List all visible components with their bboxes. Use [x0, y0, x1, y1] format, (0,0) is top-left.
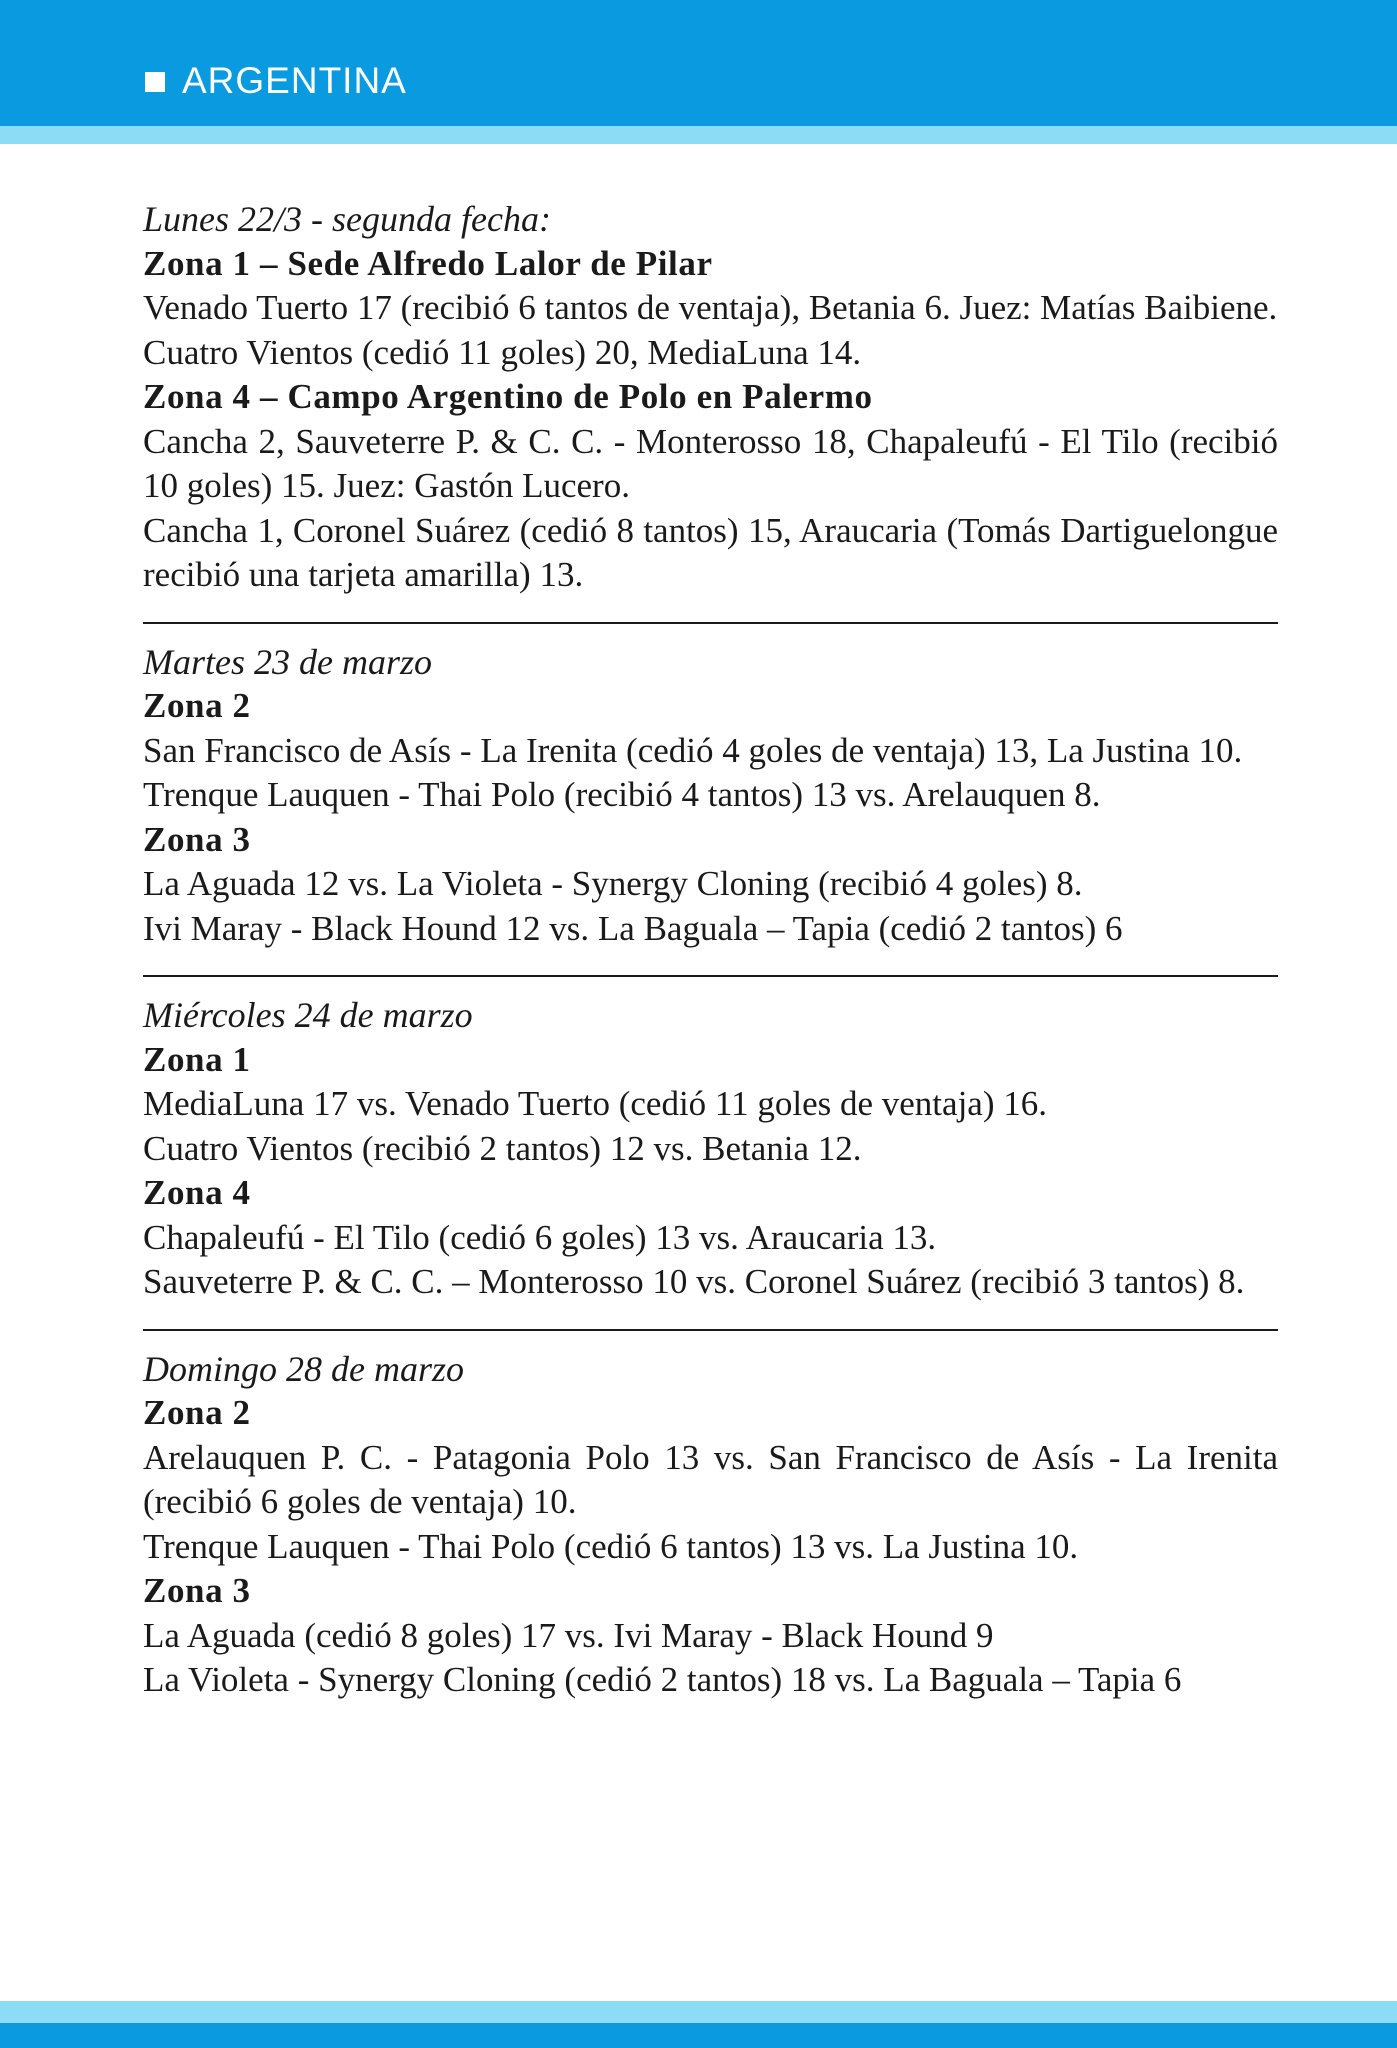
day-section: [143, 197, 1278, 598]
zone-heading: Zona 2: [143, 686, 251, 725]
results-content: [143, 197, 1278, 1703]
match-result: Cuatro Vientos (cedió 11 goles) 20, MediaLuna 14.: [143, 332, 862, 372]
day-heading: Domingo 28 de marzo: [143, 1348, 464, 1389]
day-heading: Miércoles 24 de marzo: [143, 995, 473, 1035]
section-divider: [143, 622, 1278, 624]
day-section: [143, 993, 1278, 1305]
zone-heading: Zona 4 – Campo Argentino de Polo en Palermo: [143, 377, 873, 416]
day-heading: Lunes 22/3 - segunda fecha:: [143, 199, 551, 239]
section-divider: [143, 1329, 1278, 1331]
match-result: San Francisco de Asís - La Irenita (cedió 4 goles de ventaja) 13, La Justina 10.: [143, 730, 1243, 770]
match-result: Trenque Lauquen - Thai Polo (recibió 4 tantos) 13 vs. Arelauquen 8.: [143, 775, 1101, 814]
zone-heading: Zona 1 – Sede Alfredo Lalor de Pilar: [143, 243, 713, 283]
zone-heading: Zona 3: [143, 1571, 251, 1610]
day-section: [143, 640, 1278, 952]
footer-stripe: [0, 2001, 1397, 2023]
day-heading: Martes 23 de marzo: [143, 641, 432, 682]
day-section: [143, 1347, 1278, 1703]
match-result: Cancha 1, Coronel Suárez (cedió 8 tantos) 15, Araucaria (Tomás Dartiguelongue recibió una tarjeta amarilla) 13.: [143, 510, 1278, 594]
match-result: Ivi Maray - Black Hound 12 vs. La Baguala – Tapia (cedió 2 tantos) 6: [143, 908, 1123, 948]
section-divider: [143, 975, 1278, 977]
footer-bar: [0, 2023, 1397, 2048]
match-result: La Aguada (cedió 8 goles) 17 vs. Ivi Maray - Black Hound 9: [143, 1615, 994, 1655]
match-result: Chapaleufú - El Tilo (cedió 6 goles) 13 vs. Araucaria 13.: [143, 1217, 937, 1257]
match-result: Trenque Lauquen - Thai Polo (cedió 6 tantos) 13 vs. La Justina 10.: [143, 1526, 1079, 1566]
header-square-icon: [145, 72, 165, 92]
header-stripe: [0, 126, 1397, 144]
zone-heading: Zona 4: [143, 1173, 251, 1212]
match-result: La Aguada 12 vs. La Violeta - Synergy Cloning (recibió 4 goles) 8.: [143, 864, 1083, 903]
page-title: ARGENTINA: [182, 60, 407, 101]
match-result: Venado Tuerto 17 (recibió 6 tantos de ventaja), Betania 6. Juez: Matías Baibiene.: [143, 288, 1278, 327]
zone-heading: Zona 3: [143, 819, 251, 859]
zone-heading: Zona 2: [143, 1393, 251, 1432]
zone-heading: Zona 1: [143, 1039, 251, 1079]
match-result: Cuatro Vientos (recibió 2 tantos) 12 vs. Betania 12.: [143, 1128, 862, 1168]
match-result: Arelauquen P. C. - Patagonia Polo 13 vs. San Francisco de Asís - La Irenita (recibió 6 goles de ventaja) 10.: [143, 1437, 1278, 1521]
match-result: MediaLuna 17 vs. Venado Tuerto (cedió 11 goles de ventaja) 16.: [143, 1084, 1047, 1123]
match-result: Cancha 2, Sauveterre P. & C. C. - Monterosso 18, Chapaleufú - El Tilo (recibió 10 goles) 15. Juez: Gastón Lucero.: [143, 421, 1278, 505]
match-result: Sauveterre P. & C. C. – Monterosso 10 vs. Coronel Suárez (recibió 3 tantos) 8.: [143, 1262, 1245, 1301]
match-result: La Violeta - Synergy Cloning (cedió 2 tantos) 18 vs. La Baguala – Tapia 6: [143, 1660, 1182, 1699]
